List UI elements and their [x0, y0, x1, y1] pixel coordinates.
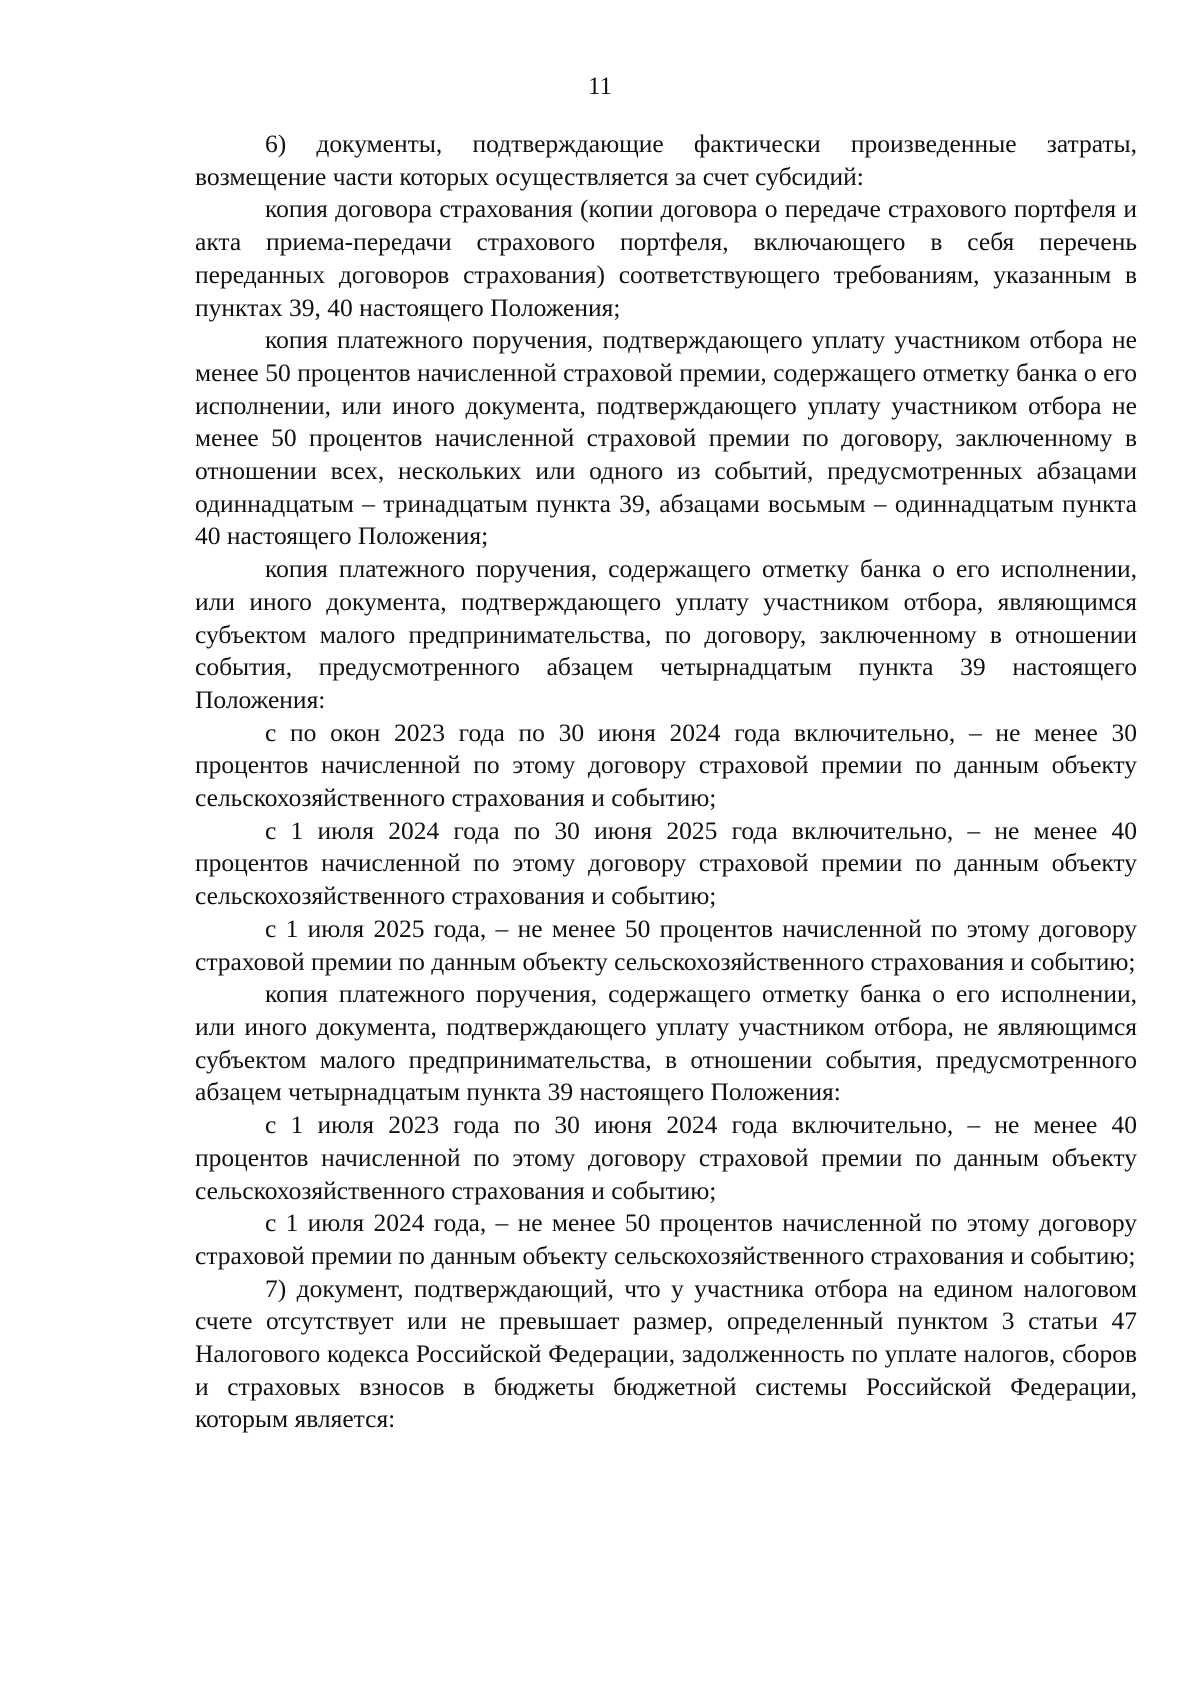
paragraph-non-small-business-period-2023-2024: с 1 июля 2023 года по 30 июня 2024 года включительно, – не менее 40 процентов начисленной по этому договору страховой премии по данным объекту сельскохозяйственного страхования и событию;	[195, 1110, 1137, 1205]
document-body	[195, 128, 1137, 1436]
paragraph-item-6-documents: 6) документы, подтверждающие фактически произведенные затраты, возмещение части которых осуществляется за счет субсидий:	[195, 129, 1137, 191]
paragraph-small-business-period-2023-2024: с по окон 2023 года по 30 июня 2024 года включительно, – не менее 30 процентов начисленной по этому договору страховой премии по данным объекту сельскохозяйственного страхования и событию;	[195, 717, 1137, 813]
page-number: 11	[587, 73, 613, 100]
paragraph-insurance-contract-copy: копия договора страхования (копии договора о передаче страхового портфеля и акта приема-передачи страхового портфеля, включающего в себя перечень переданных договоров страхования) соответствующего требованиям, указанным в пунктах 39, 40 настоящего Положения;	[195, 194, 1137, 322]
paragraph-small-business-period-2024-2025: с 1 июля 2024 года по 30 июня 2025 года включительно, – не менее 40 процентов начисленной по этому договору страховой премии по данным объекту сельскохозяйственного страхования и событию;	[195, 815, 1137, 911]
paragraph-payment-order-small-business: копия платежного поручения, содержащего отметку банка о его исполнении, или иного документа, подтверждающего уплату участником отбора, являющимся субъектом малого предпринимательства, по договору, заключенному в отношении события, предусмотренного абзацем четырнадцатым пункта 39 настоящего Положения:	[195, 554, 1137, 714]
paragraph-item-7-tax-document: 7) документ, подтверждающий, что у участника отбора на едином налоговом счете отсутствует или не превышает размер, определенный пунктом 3 статьи 47 Налогового кодекса Российской Федерации, задолженность по уплате налогов, сборов и страховых взносов в бюджеты бюджетной системы Российской Федерации, которым является:	[195, 1273, 1137, 1434]
paragraph-small-business-from-2025: с 1 июля 2025 года, – не менее 50 процентов начисленной по этому договору страховой премии по данным объекту сельскохозяйственного страхования и событию;	[195, 913, 1137, 976]
paragraph-payment-order-50-percent: копия платежного поручения, подтверждающего уплату участником отбора не менее 50 процентов начисленной страховой премии, содержащего отметку банка о его исполнении, или иного документа, подтверждающего уплату участником отбора не менее 50 процентов начисленной страховой премии по договору, заключенному в отношении всех, нескольких или одного из событий, предусмотренных абзацами одиннадцатым – тринадцатым пункта 39, абзацами восьмым – одиннадцатым пункта 40 настоящего Положения;	[195, 325, 1137, 551]
paragraph-non-small-business-from-2024: с 1 июля 2024 года, – не менее 50 процентов начисленной по этому договору страховой премии по данным объекту сельскохозяйственного страхования и событию;	[195, 1208, 1137, 1270]
paragraph-payment-order-non-small-business: копия платежного поручения, содержащего отметку банка о его исполнении, или иного документа, подтверждающего уплату участником отбора, не являющимся субъектом малого предпринимательства, в отношении события, предусмотренного абзацем четырнадцатым пункта 39 настоящего Положения:	[195, 979, 1137, 1107]
